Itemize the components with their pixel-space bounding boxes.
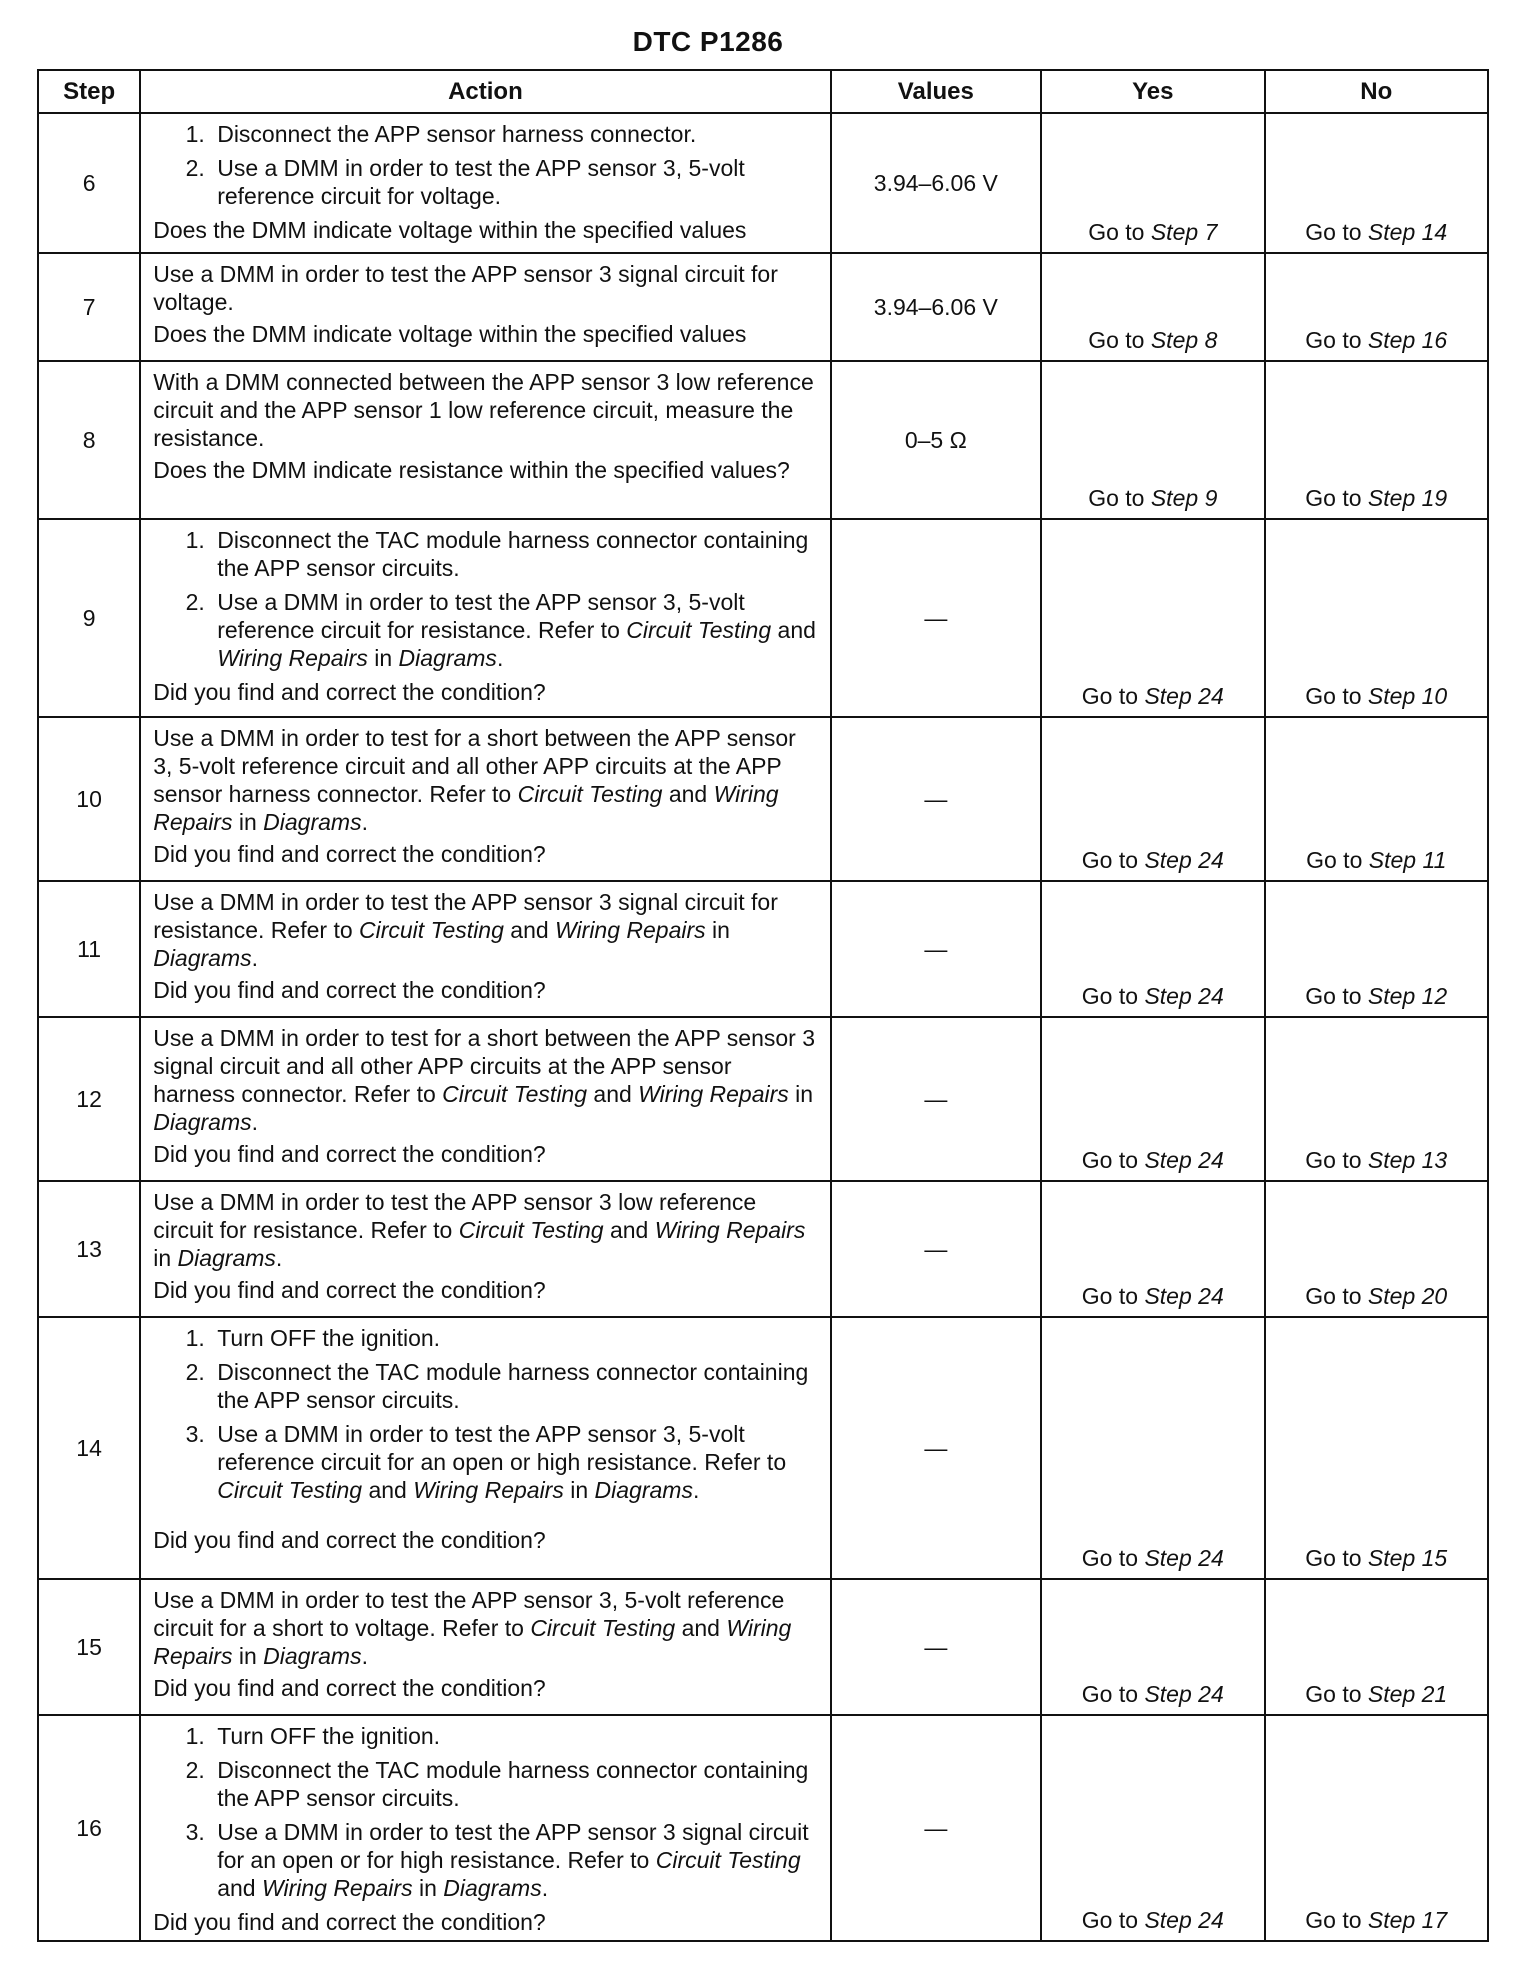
reference-link-text: Diagrams [398,645,497,671]
action-cell [140,1317,830,1579]
action-cell [140,1181,830,1317]
reference-link-text: Diagrams [594,1477,693,1503]
action-substep: 1. Turn OFF the ignition. [211,1722,819,1750]
go-to-label: Go to [1305,1681,1362,1707]
step-word: Step [1367,1147,1416,1173]
step-word: Step [1367,1681,1416,1707]
values-cell: 3.94–6.06 V [831,253,1041,361]
action-cell [140,1579,830,1715]
action-substep: 3. Use a DMM in order to test the APP sensor 3 signal circuit for an open or for high resistance. Refer to Circuit Testing and Wiring Repairs in Diagrams. [211,1818,819,1902]
reference-link-text: Circuit Testing [655,1847,801,1873]
action-question: Does the DMM indicate voltage within the specified values [153,321,747,347]
step-word: Step [1144,1545,1192,1571]
go-to-label: Go to [1305,1283,1362,1309]
values-cell: 0–5 Ω [831,361,1041,519]
no-cell [1265,1017,1489,1181]
step-number: 6 [38,113,140,253]
action-text: Use a DMM in order to test the APP sensor 3 signal circuit for voltage. [153,261,778,315]
step-word: Step [1144,983,1192,1009]
target-step-number: 16 [1421,327,1448,353]
no-cell [1265,1715,1489,1941]
go-to-label: Go to [1081,1283,1139,1309]
no-cell [1265,1317,1489,1579]
step-word: Step [1150,327,1199,353]
diagnostic-table [37,69,1489,1942]
action-substep: 1. Turn OFF the ignition. [211,1324,819,1352]
step-word: Step [1144,1907,1192,1933]
reference-link-text: Diagrams [263,809,362,835]
go-to-label: Go to [1081,1147,1139,1173]
action-question: Did you find and correct the condition? [153,679,546,705]
table-row [38,113,1488,253]
target-step-number: 19 [1421,485,1448,511]
header-step: Step [38,70,140,113]
go-to-label: Go to [1305,1147,1362,1173]
action-substeps [153,120,819,210]
reference-link-text: Circuit Testing [530,1615,676,1641]
target-step-number: 14 [1421,219,1448,245]
yes-cell [1041,1715,1264,1941]
yes-cell [1041,519,1264,717]
step-word: Step [1367,1283,1416,1309]
step-number: 10 [38,717,140,881]
action-text: Use a DMM in order to test the APP sensor 3 signal circuit for resistance. Refer to Circuit Testing and Wiring Repairs in Diagrams. [153,889,778,971]
step-word: Step [1367,983,1416,1009]
step-word: Step [1144,1147,1192,1173]
step-word: Step [1367,683,1416,709]
step-word: Step [1150,219,1199,245]
reference-link-text: Diagrams [177,1245,276,1271]
go-to-label: Go to [1305,1545,1362,1571]
action-text: Use a DMM in order to test the APP sensor 3, 5-volt reference circuit for a short to voltage. Refer to Circuit Testing and Wiring Repairs in Diagrams. [153,1587,792,1669]
yes-cell [1041,1017,1264,1181]
action-substep: 3. Use a DMM in order to test the APP sensor 3, 5-volt reference circuit for an open or high resistance. Refer to Circuit Testing and Wiring Repairs in Diagrams. [211,1420,819,1504]
values-cell: — [831,1181,1041,1317]
action-question: Did you find and correct the condition? [153,1527,546,1553]
target-step-number: 24 [1198,1545,1224,1571]
action-question: Did you find and correct the condition? [153,977,546,1003]
action-cell [140,253,830,361]
target-step-number: 24 [1198,1147,1224,1173]
target-step-number: 7 [1204,219,1218,245]
target-step-number: 21 [1421,1681,1448,1707]
reference-link-text: Circuit Testing [626,617,772,643]
table-row [38,1181,1488,1317]
go-to-label: Go to [1081,683,1139,709]
reference-link-text: Diagrams [153,1109,252,1135]
action-question: Did you find and correct the condition? [153,1909,546,1935]
reference-link-text: Diagrams [153,945,252,971]
no-cell [1265,717,1489,881]
table-header-row [38,70,1488,113]
reference-link-text: Circuit Testing [442,1081,588,1107]
values-cell: — [831,1579,1041,1715]
go-to-label: Go to [1088,485,1145,511]
action-question: Did you find and correct the condition? [153,1675,546,1701]
reference-link-text: Wiring Repairs [555,917,706,943]
target-step-number: 17 [1421,1907,1448,1933]
target-step-number: 24 [1198,1907,1224,1933]
yes-cell [1041,1181,1264,1317]
go-to-label: Go to [1081,983,1139,1009]
header-no: No [1265,70,1489,113]
step-number: 8 [38,361,140,519]
reference-link-text: Wiring Repairs [217,645,368,671]
go-to-label: Go to [1305,1907,1362,1933]
action-cell [140,1017,830,1181]
action-substeps [153,1324,819,1504]
header-yes: Yes [1041,70,1264,113]
reference-link-text: Wiring Repairs [654,1217,806,1243]
target-step-number: 13 [1421,1147,1448,1173]
action-cell [140,881,830,1017]
step-number: 9 [38,519,140,717]
reference-link-text: Circuit Testing [217,1477,363,1503]
values-cell: — [831,1017,1041,1181]
target-step-number: 24 [1198,847,1224,873]
action-question: Does the DMM indicate resistance within the specified values? [153,457,790,483]
target-step-number: 24 [1198,683,1224,709]
reference-link-text: Diagrams [263,1643,362,1669]
step-word: Step [1367,1907,1416,1933]
values-cell: — [831,717,1041,881]
target-step-number: 10 [1421,683,1448,709]
action-cell [140,519,830,717]
table-row [38,1317,1488,1579]
no-cell [1265,881,1489,1017]
step-word: Step [1150,485,1199,511]
yes-cell [1041,1317,1264,1579]
target-step-number: 20 [1421,1283,1448,1309]
action-text: Use a DMM in order to test for a short between the APP sensor 3 signal circuit and all other APP circuits at the APP sensor harness connector. Refer to Circuit Testing and Wiring Repairs in Diagrams. [153,1025,815,1135]
step-word: Step [1144,847,1192,873]
no-cell [1265,253,1489,361]
header-action: Action [140,70,830,113]
go-to-label: Go to [1088,219,1145,245]
step-number: 15 [38,1579,140,1715]
no-cell [1265,519,1489,717]
target-step-number: 12 [1421,983,1448,1009]
yes-cell [1041,1579,1264,1715]
step-number: 11 [38,881,140,1017]
action-cell [140,361,830,519]
action-substep: 1. Disconnect the APP sensor harness connector. [211,120,819,148]
yes-cell [1041,361,1264,519]
go-to-label: Go to [1081,1907,1139,1933]
go-to-label: Go to [1088,327,1145,353]
action-question: Does the DMM indicate voltage within the specified values [153,217,747,243]
step-word: Step [1144,1681,1192,1707]
action-cell [140,717,830,881]
table-row [38,717,1488,881]
target-step-number: 11 [1422,847,1447,873]
reference-link-text: Diagrams [443,1875,542,1901]
step-number: 16 [38,1715,140,1941]
go-to-label: Go to [1305,983,1362,1009]
reference-link-text: Circuit Testing [517,781,663,807]
target-step-number: 8 [1204,327,1218,353]
action-cell [140,1715,830,1941]
table-row [38,1017,1488,1181]
go-to-label: Go to [1305,485,1362,511]
step-word: Step [1144,1283,1192,1309]
target-step-number: 24 [1198,983,1224,1009]
table-row [38,1715,1488,1941]
no-cell [1265,361,1489,519]
action-cell [140,113,830,253]
action-question: Did you find and correct the condition? [153,841,546,867]
no-cell [1265,1181,1489,1317]
reference-link-text: Wiring Repairs [153,1615,792,1669]
go-to-label: Go to [1305,327,1362,353]
action-substeps [153,526,819,672]
values-cell: — [831,1317,1041,1579]
yes-cell [1041,881,1264,1017]
step-number: 12 [38,1017,140,1181]
yes-cell [1041,113,1264,253]
table-row [38,519,1488,717]
no-cell [1265,1579,1489,1715]
action-substep: 2. Disconnect the TAC module harness connector containing the APP sensor circuits. [211,1358,819,1414]
action-question: Did you find and correct the condition? [153,1277,546,1303]
reference-link-text: Circuit Testing [458,1217,604,1243]
reference-link-text: Wiring Repairs [413,1477,564,1503]
action-text: With a DMM connected between the APP sensor 3 low reference circuit and the APP sensor 1 low reference circuit, measure the resistance. [153,369,814,451]
step-word: Step [1144,683,1192,709]
table-row [38,253,1488,361]
step-word: Step [1367,327,1416,353]
go-to-label: Go to [1081,847,1139,873]
no-cell [1265,113,1489,253]
step-number: 14 [38,1317,140,1579]
step-word: Step [1367,1545,1416,1571]
target-step-number: 24 [1198,1681,1224,1707]
action-substeps [153,1722,819,1902]
action-substep: 1. Disconnect the TAC module harness connector containing the APP sensor circuits. [211,526,819,582]
table-row [38,361,1488,519]
go-to-label: Go to [1081,1545,1139,1571]
step-word: Step [1367,219,1416,245]
reference-link-text: Wiring Repairs [153,781,779,835]
action-substep: 2. Use a DMM in order to test the APP sensor 3, 5-volt reference circuit for resistance. Refer to Circuit Testing and Wiring Repairs in Diagrams. [211,588,819,672]
step-number: 7 [38,253,140,361]
target-step-number: 15 [1421,1545,1448,1571]
go-to-label: Go to [1305,683,1362,709]
go-to-label: Go to [1306,847,1363,873]
go-to-label: Go to [1081,1681,1139,1707]
values-cell: 3.94–6.06 V [831,113,1041,253]
step-word: Step [1368,847,1417,873]
values-cell: — [831,881,1041,1017]
step-word: Step [1367,485,1416,511]
action-text: Use a DMM in order to test for a short between the APP sensor 3, 5-volt reference circuit and all other APP circuits at the APP sensor harness connector. Refer to Circuit Testing and Wiring Repairs in Diagrams. [153,725,796,835]
table-row [38,881,1488,1017]
step-number: 13 [38,1181,140,1317]
header-values: Values [831,70,1041,113]
reference-link-text: Wiring Repairs [261,1875,413,1901]
values-cell: — [831,519,1041,717]
page-title: DTC P1286 [632,26,784,57]
table-row [38,1579,1488,1715]
go-to-label: Go to [1305,219,1362,245]
target-step-number: 24 [1198,1283,1224,1309]
reference-link-text: Circuit Testing [359,917,504,943]
yes-cell [1041,253,1264,361]
values-cell: — [831,1715,1041,1941]
action-substep: 2. Disconnect the TAC module harness connector containing the APP sensor circuits. [211,1756,819,1812]
action-substep: 2. Use a DMM in order to test the APP sensor 3, 5-volt reference circuit for voltage. [211,154,819,210]
target-step-number: 9 [1204,485,1218,511]
reference-link-text: Wiring Repairs [638,1081,789,1107]
action-question: Did you find and correct the condition? [153,1141,546,1167]
yes-cell [1041,717,1264,881]
action-text: Use a DMM in order to test the APP sensor 3 low reference circuit for resistance. Refer to Circuit Testing and Wiring Repairs in Diagrams. [153,1189,806,1271]
